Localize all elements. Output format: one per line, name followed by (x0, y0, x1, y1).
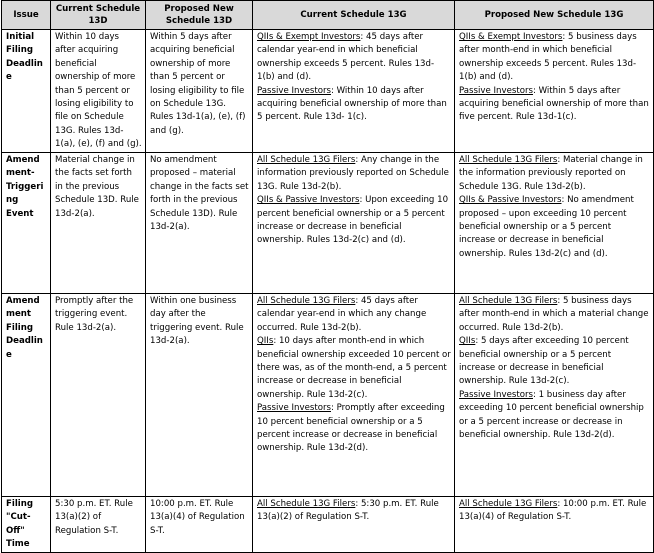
filer-label: All Schedule 13G Filers (257, 296, 356, 306)
filer-paragraph (257, 498, 451, 525)
cell-proposed-13g (455, 30, 654, 153)
cell-proposed-13d: 10:00 p.m. ET. Rule 13(a)(4) of Regulation S-T. (146, 497, 253, 553)
filer-label: QIIs & Exempt Investors (459, 32, 563, 42)
header-current-13d: Current Schedule 13D (51, 1, 146, 30)
cell-current-13g (253, 497, 455, 553)
row-issue: Filing "Cut-Off" Time (2, 497, 51, 553)
row-issue: Amendment Filing Deadline (2, 294, 51, 497)
filer-text: : 5 days after exceeding 10 percent beneficial ownership or a 5 percent increase or decrease in beneficial ownership. Rule 13d-2(c). (459, 336, 629, 387)
filer-label: Passive Investors (257, 403, 331, 414)
filer-text: : Within 10 days after acquiring beneficial ownership of more than 5 percent. Rule 13d- 1(c). (257, 85, 447, 123)
cell-current-13d: Promptly after the triggering event. Rule 13d-2(a). (51, 294, 146, 497)
filer-paragraph (459, 154, 650, 194)
filer-text: : 10 days after month-end in which beneficial ownership exceeded 10 percent or there was, as of the month-end, a 5 percent increase or decrease in beneficial ownership. Rule 13d-2(c). (257, 336, 451, 400)
header-current-13g: Current Schedule 13G (253, 1, 455, 30)
cell-proposed-13d: Within one business day after the triggering event. Rule 13d-2(a). (146, 294, 253, 497)
filer-label: Passive Investors (459, 389, 533, 400)
filer-paragraph (257, 31, 451, 85)
cell-current-13g (253, 294, 455, 497)
filer-paragraph (459, 335, 650, 389)
filer-paragraph (459, 31, 650, 85)
filer-paragraph (459, 389, 650, 443)
filer-label: All Schedule 13G Filers (459, 296, 558, 306)
cell-current-13d: Material change in the facts set forth in the previous Schedule 13D. Rule 13d-2(a). (51, 153, 146, 294)
filer-text: : 10:00 p.m. ET. Rule 13(a)(4) of Regulation S-T. (459, 499, 647, 523)
filer-paragraph (257, 85, 451, 125)
filer-label: QIIs (257, 336, 274, 347)
filer-label: QIIs (459, 336, 476, 347)
filer-text: : 1 business day after exceeding 10 percent beneficial ownership or a 5 percent increase or decrease in beneficial ownership. Rule 13d-2(d). (459, 389, 644, 441)
filer-text: : 5:30 p.m. ET. Rule 13(a)(2) of Regulation S-T. (257, 499, 439, 523)
filer-text: : Promptly after exceeding 10 percent beneficial ownership or a 5 percent increase or decrease in beneficial ownership. Rule 13d-2(d). (257, 403, 445, 454)
table-row (2, 153, 654, 294)
cell-current-13d: Within 10 days after acquiring beneficial ownership of more than 5 percent or losing eligibility to file on Schedule 13G. Rules 13d-1(a), (e), (f) and (g). (51, 30, 146, 153)
filer-text: : Any change in the information previously reported on Schedule 13G. Rule 13d-2(b). (257, 155, 449, 192)
header-issue: Issue (2, 1, 51, 30)
filer-paragraph (257, 154, 451, 194)
cell-current-13g (253, 153, 455, 294)
table-row (2, 294, 654, 497)
filer-text: : 45 days after calendar year-end in which beneficial ownership exceeds 5 percent. Rules 13d-1(b) and (d). (257, 32, 435, 83)
filer-text: : 5 business days after month-end in which a material change occurred. Rule 13d-2(b). (459, 296, 649, 333)
cell-proposed-13g (455, 153, 654, 294)
table-row (2, 497, 654, 553)
filer-label: QIIs & Exempt Investors (257, 32, 361, 42)
table-row (2, 30, 654, 153)
filer-label: All Schedule 13G Filers (257, 155, 356, 165)
filer-label: QIIs & Passive Investors (257, 195, 360, 206)
cell-proposed-13g (455, 294, 654, 497)
filer-label: Passive Investors (257, 85, 331, 96)
filer-text: : 45 days after calendar year-end in which any change occurred. Rule 13d-2(b). (257, 296, 427, 333)
filer-label: All Schedule 13G Filers (459, 155, 558, 165)
cell-proposed-13d: No amendment proposed – material change in the facts set forth in the previous Schedule 13D). Rule 13d-2(a). (146, 153, 253, 294)
filer-text: : Upon exceeding 10 percent beneficial ownership or a 5 percent increase or decrease in beneficial ownership. Rules 13d-2(c) and (d). (257, 195, 449, 246)
filer-paragraph (257, 335, 451, 402)
cell-current-13g (253, 30, 455, 153)
filer-label: Passive Investors (459, 85, 533, 96)
filer-paragraph (459, 194, 650, 261)
cell-current-13d: 5:30 p.m. ET. Rule 13(a)(2) of Regulation S-T. (51, 497, 146, 553)
filer-paragraph (257, 402, 451, 456)
filer-paragraph (459, 498, 650, 525)
filer-label: QIIs & Passive Investors (459, 195, 562, 206)
row-issue: Initial Filing Deadline (2, 30, 51, 153)
header-row (2, 1, 654, 30)
cell-proposed-13g (455, 497, 654, 553)
filer-paragraph (257, 194, 451, 248)
filer-paragraph (459, 85, 650, 125)
filer-paragraph (257, 295, 451, 335)
filer-label: All Schedule 13G Filers (257, 499, 356, 509)
filer-text: : No amendment proposed – upon exceeding 10 percent beneficial ownership or a 5 percent increase or decrease in beneficial ownership. Rules 13d-2(c) and (d). (459, 195, 634, 259)
filer-text: : 5 business days after month-end in which beneficial ownership exceeds 5 percent. Rules 13d-1(b) and (d). (459, 32, 637, 83)
filer-label: All Schedule 13G Filers (459, 499, 558, 509)
cell-proposed-13d: Within 5 days after acquiring beneficial ownership of more than 5 percent or losing eligibility to file on Schedule 13G. Rules 13d-1(a), (e), (f) and (g). (146, 30, 253, 153)
row-issue: Amendment-Triggering Event (2, 153, 51, 294)
header-proposed-13g: Proposed New Schedule 13G (455, 1, 654, 30)
comparison-table (1, 0, 654, 553)
header-proposed-13d: Proposed New Schedule 13D (146, 1, 253, 30)
filer-text: : Material change in the information previously reported on Schedule 13G. Rule 13d-2(b). (459, 155, 643, 192)
filer-paragraph (459, 295, 650, 335)
filer-text: : Within 5 days after acquiring beneficial ownership of more than five percent. Rule 13d-1(c). (459, 85, 649, 123)
